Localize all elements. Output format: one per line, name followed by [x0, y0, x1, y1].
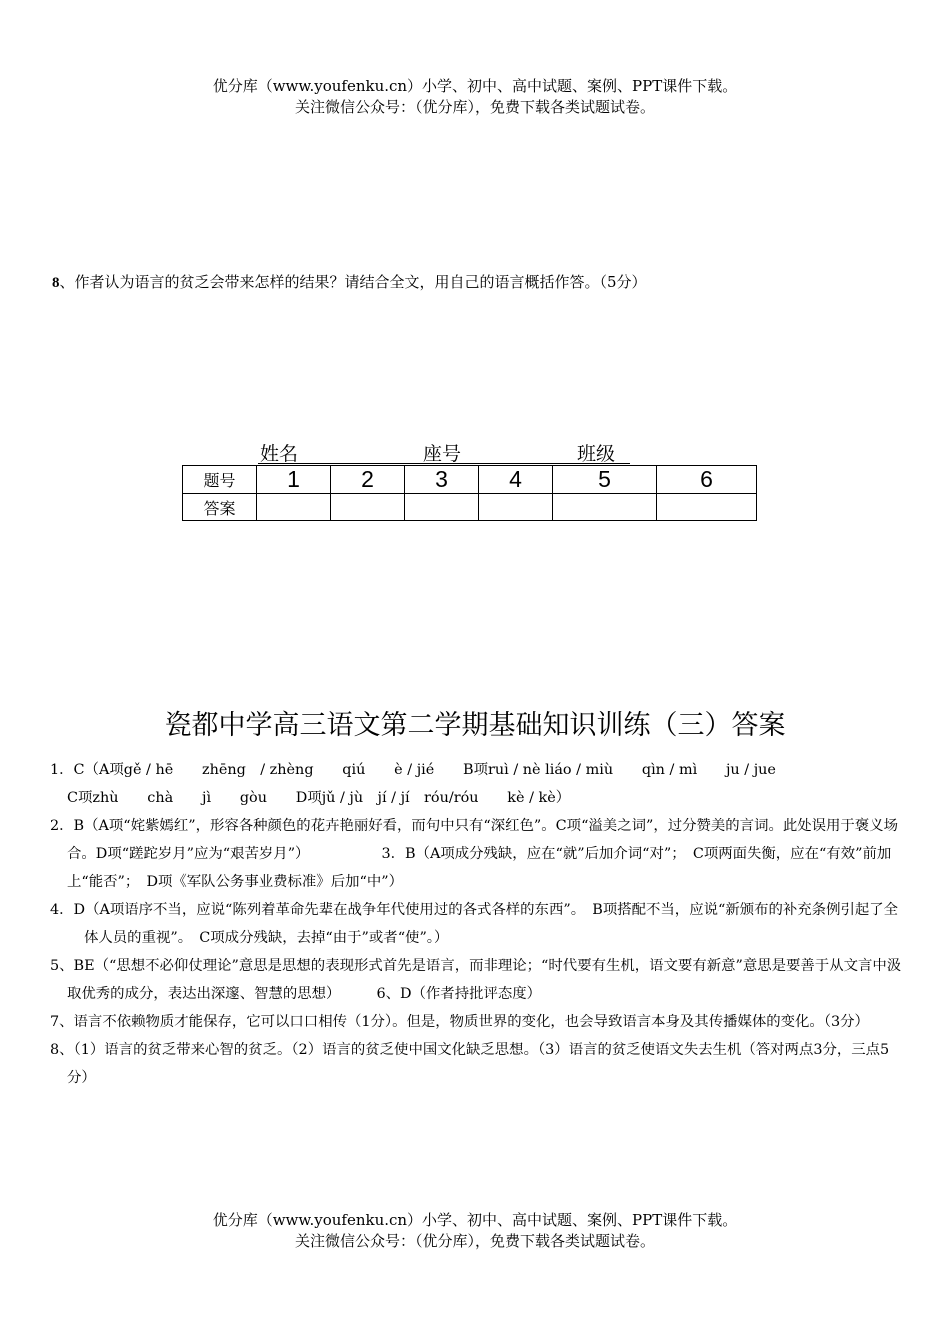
answer-2: 2．B（A项“姹紫嫣红”，形容各种颜色的花卉艳丽好看，而句中只有“深红色”。C项“溢美之词”，过分赞美的言词。此处误用于褒义场合。D项“蹉跎岁月”应为“艰苦岁月”）	[50, 818, 898, 862]
answer-key-title: 瓷都中学高三语文第二学期基础知识训练（三）答案	[164, 710, 786, 741]
answer-5: 5、BE（“思想不必仰仗理论”意思是思想的表现形式首先是语言，而非理论；“时代要有生机，语文要有新意”意思是要善于从文言中汲取优秀的成分，表达出深邃、智慧的思想）	[50, 958, 902, 1002]
answer-table-answer-row	[183, 494, 757, 521]
question-number-label: 题号	[183, 466, 257, 494]
question-8-number: 8	[52, 275, 60, 291]
footer-line-1: 优分库（www.youfenku.cn）小学、初中、高中试题、案例、PPT课件下载。	[212, 1211, 738, 1229]
answer-table	[182, 465, 757, 521]
class-label: 班级	[577, 443, 616, 465]
answer-4: 4．D（A项语序不当，应说“陈列着革命先辈在战争年代使用过的各式各样的东西”。 B项搭配不当，应说“新颁布的补充条例引起了全体人员的重视”。 C项成分残缺，去掉“由于”或者“使”。）	[50, 902, 899, 946]
answer-1-line-2: C项zhù chà jì gòu D项jǔ / jù jí / jí róu/róu kè / kè）	[67, 790, 571, 806]
question-8-text: 、作者认为语言的贫乏会带来怎样的结果？请结合全文，用自己的语言概括作答。（5分）	[59, 273, 647, 291]
answer-cell[interactable]	[479, 494, 553, 521]
answer-cell[interactable]	[405, 494, 479, 521]
answer-5-6	[50, 952, 910, 1008]
page-header	[0, 76, 950, 118]
seat-label: 座号	[423, 443, 462, 465]
answer-1-line-1: 1．C（A项gě / hē zhēng / zhèng qiú è / jié B项ruì / nè liáo / miù qìn / mì ju / jue	[50, 762, 776, 778]
info-underline	[258, 463, 630, 464]
header-line-2: 关注微信公众号：（优分库），免费下载各类试题试卷。	[294, 98, 655, 116]
answer-3: 3．B（A项成分残缺，应在“就”后加介词“对”； C项两面失衡，应在“有效”前加上“能否”； D项《军队公务事业费标准》后加“中”）	[67, 846, 892, 890]
page-footer	[0, 1210, 950, 1252]
answer-cell[interactable]	[553, 494, 657, 521]
question-number-cell: 5	[553, 466, 657, 494]
answer-label: 答案	[183, 494, 257, 521]
footer-line-2: 关注微信公众号：（优分库），免费下载各类试题试卷。	[294, 1232, 655, 1250]
answer-cell[interactable]	[257, 494, 331, 521]
name-label: 姓名	[260, 443, 299, 465]
answer-key	[50, 756, 910, 1092]
question-number-cell: 2	[331, 466, 405, 494]
question-8	[52, 271, 647, 292]
answer-2-3	[50, 812, 910, 896]
answer-cell[interactable]	[657, 494, 757, 521]
answer-6: 6、D（作者持批评态度）	[376, 986, 542, 1002]
header-line-1: 优分库（www.youfenku.cn）小学、初中、高中试题、案例、PPT课件下载。	[212, 77, 738, 95]
answer-7: 7、语言不依赖物质才能保存，它可以口口相传（1分）。但是，物质世界的变化，也会导致语言本身及其传播媒体的变化。（3分）	[50, 1014, 869, 1030]
answer-table-header-row	[183, 466, 757, 494]
answer-8: 8、（1）语言的贫乏带来心智的贫乏。（2）语言的贫乏使中国文化缺乏思想。（3）语言的贫乏使语文失去生机（答对两点3分，三点5分）	[50, 1042, 890, 1086]
question-number-cell: 3	[405, 466, 479, 494]
question-number-cell: 1	[257, 466, 331, 494]
answer-cell[interactable]	[331, 494, 405, 521]
question-number-cell: 4	[479, 466, 553, 494]
question-number-cell: 6	[657, 466, 757, 494]
